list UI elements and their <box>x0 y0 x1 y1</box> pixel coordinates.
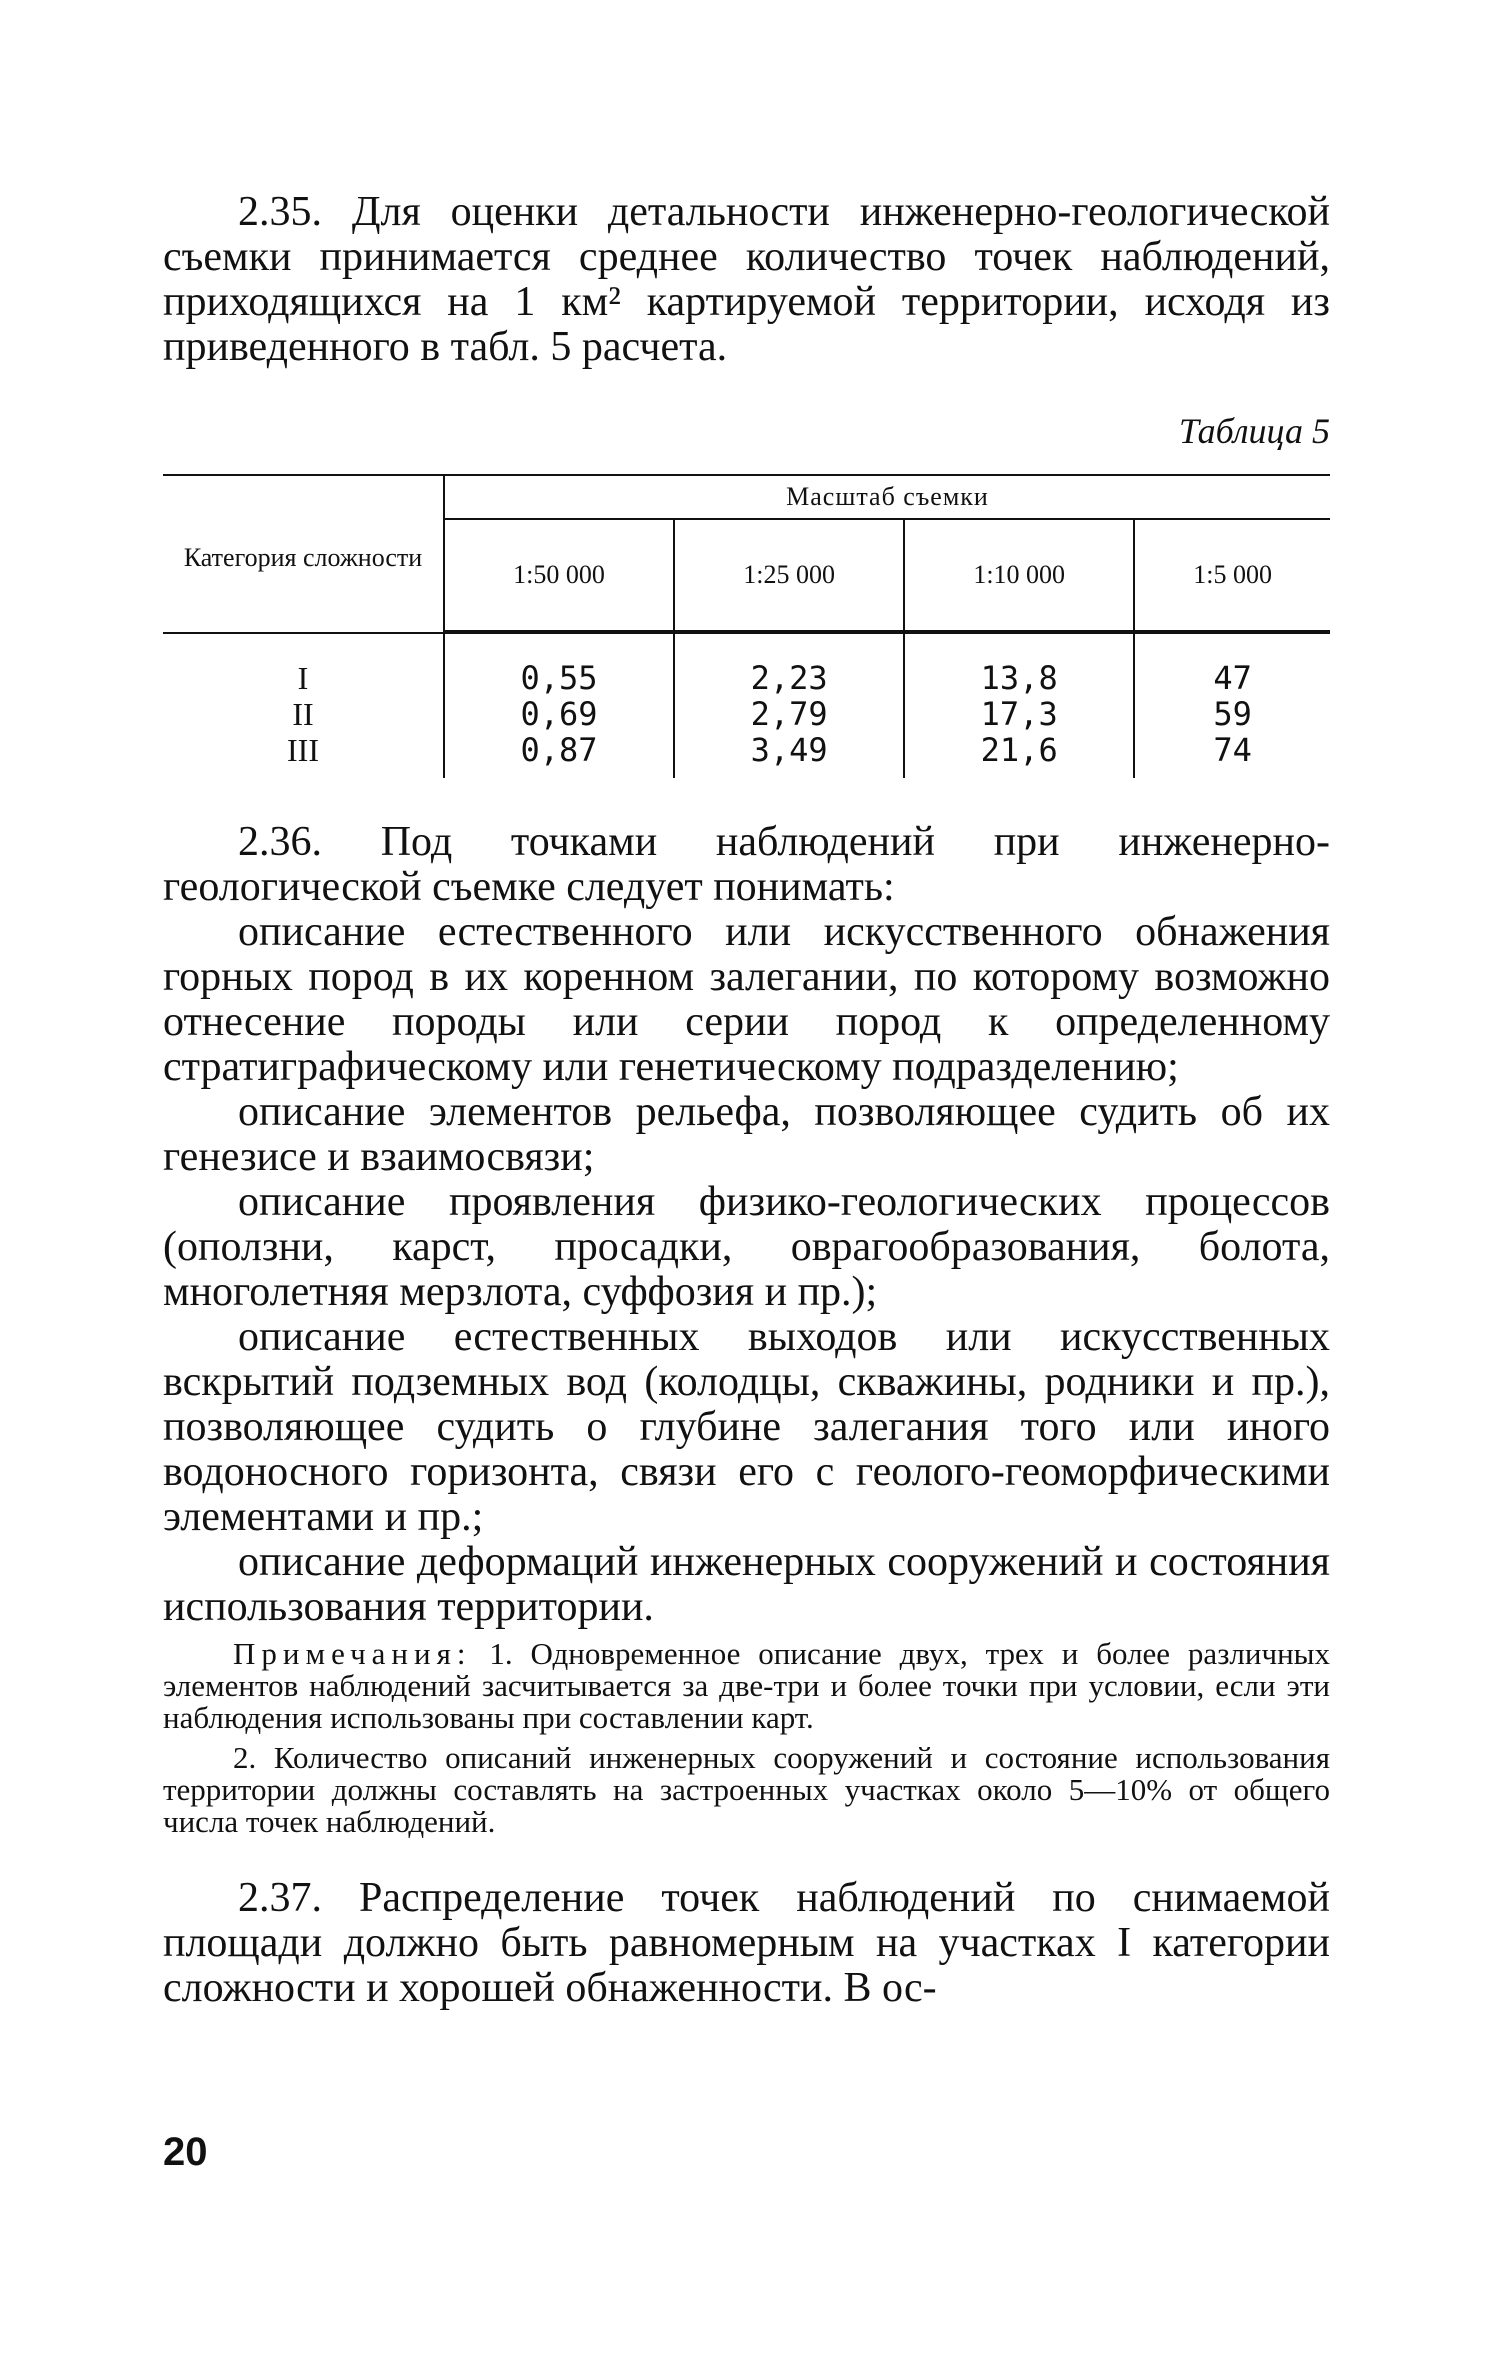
note-1: Примечания: 1. Одновременное описание двух, трех и более различных элементов наблюдений засчитывается за две-три и более точки при условии, если эти наблюдения использованы при составлении карт. <box>163 1636 1331 1735</box>
category-header: Категория сложности <box>163 476 444 631</box>
scale-header: Масштаб съемки <box>444 476 1330 519</box>
column-header: 1:10 000 <box>904 519 1134 631</box>
value-cell-1-50000: 0,55 0,69 0,87 <box>444 633 674 778</box>
value-cell-1-5000: 47 59 74 <box>1213 659 1252 769</box>
paragraph-2-37: 2.37. Распределение точек наблюдений по снимаемой площади должно быть равномерным на участках I категории сложности и хорошей обнаженности. В ос- <box>163 1875 1330 2011</box>
column-header: 1:50 000 <box>444 519 674 631</box>
page-body <box>163 190 1330 2011</box>
value-cell-1-25000: 2,23 2,79 3,49 <box>674 633 904 778</box>
table-caption: Таблица 5 <box>1178 411 1330 451</box>
paragraph-2-36-intro: 2.36. Под точками наблюдений при инженерно-геологической съемке следует понимать: <box>163 819 1330 910</box>
list-item: описание естественного или искусственного обнажения горных пород в их коренном залегании, по которому возможно отнесение породы или серии пород к определенному стратиграфическому или генетическому подразделению; <box>163 909 1330 1090</box>
notes-label: Примечания: <box>233 1636 472 1671</box>
list-item: описание деформаций инженерных сооружений и состояния использования территории. <box>163 1539 1330 1630</box>
category-cell: I II III <box>163 633 444 778</box>
scale-table <box>163 474 1330 778</box>
note-2: 2. Количество описаний инженерных сооружений и состояние использования территории должны составлять на застроенных участках около 5—10% от общего числа точек наблюдений. <box>163 1740 1330 1839</box>
page-number: 20 <box>163 2130 208 2174</box>
list-item: описание естественных выходов или искусственных вскрытий подземных вод (колодцы, скважины, родники и пр.), позволяющее судить о глубине залегания того или иного водоносного горизонта, связи его с геолого-геоморфическими элементами и пр.; <box>163 1314 1330 1540</box>
paragraph-2-35: 2.35. Для оценки детальности инженерно-геологической съемки принимается среднее количество точек наблюдений, приходящихся на 1 км² картируемой территории, исходя из приведенного в табл. 5 расчета. <box>163 189 1330 370</box>
column-header: 1:5 000 <box>1134 519 1330 631</box>
list-item: описание элементов рельефа, позволяющее судить об их генезисе и взаимосвязи; <box>163 1089 1330 1180</box>
list-item: описание проявления физико-геологических процессов (оползни, карст, просадки, оврагообразования, болота, многолетняя мерзлота, суффозия и пр.); <box>163 1179 1330 1315</box>
column-header: 1:25 000 <box>674 519 904 631</box>
observation-points-list <box>163 910 1330 1630</box>
value-cell-1-10000: 13,8 17,3 21,6 <box>904 633 1134 778</box>
